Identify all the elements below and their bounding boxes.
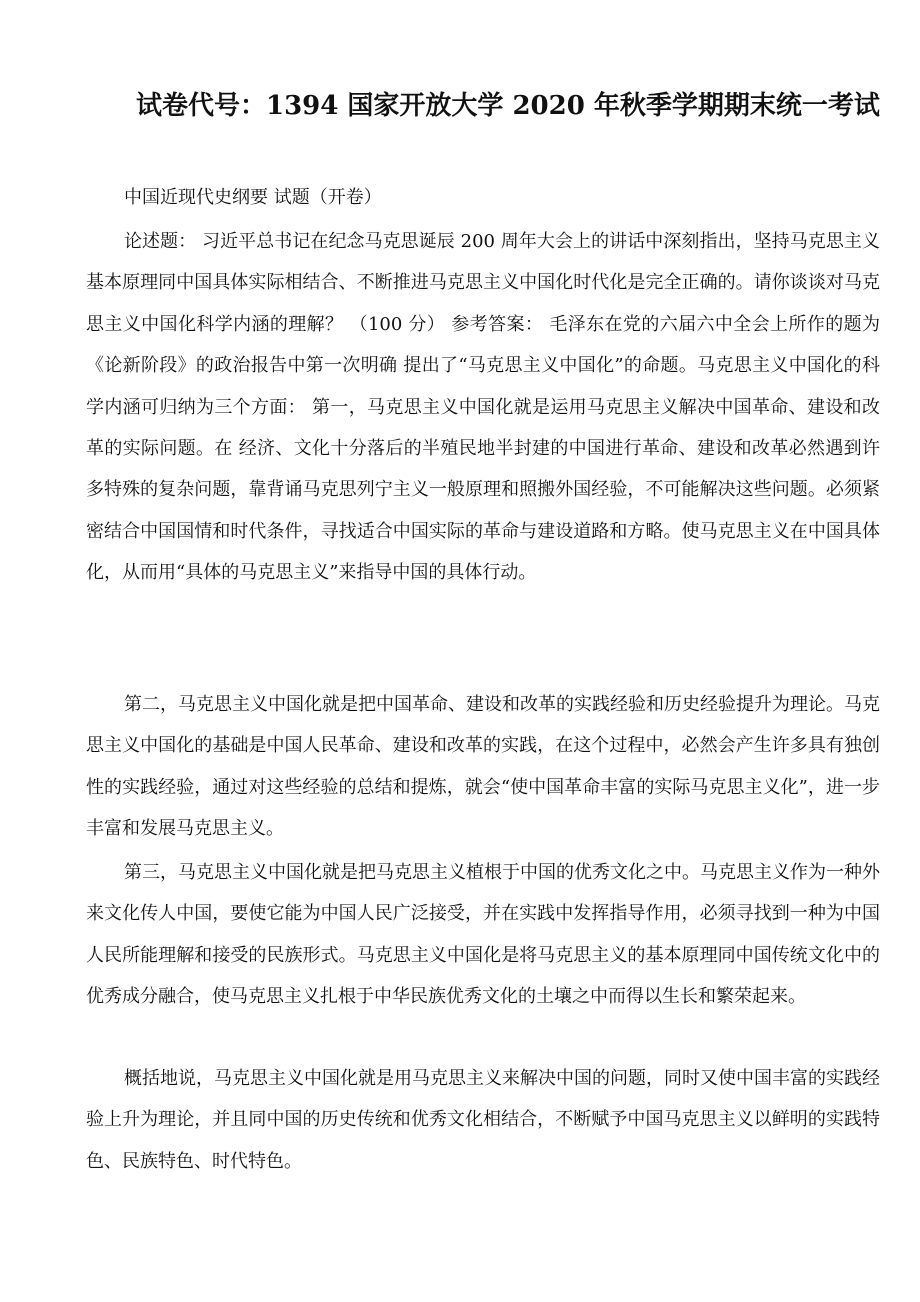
exam-subtitle: 中国近现代史纲要 试题（开卷） (124, 187, 382, 208)
summary-paragraph: 概括地说，马克思主义中国化就是用马克思主义来解决中国的问题，同时又使中国丰富的实践经验上升为理论，并且同中国的历史传统和优秀文化相结合，不断赋予中国马克思主义以鲜明的实践特色、民族特色、时代特色。 (86, 1068, 880, 1172)
essay-question-and-answer-paragraph: 论述题： 习近平总书记在纪念马克思诞辰 200 周年大会上的讲话中深刻指出，坚持马克思主义基本原理同中国具体实际相结合、不断推进马克思主义中国化时代化是完全正确的。请你谈谈对马克思主义中国化科学内涵的理解？ （100 分） 参考答案： 毛泽东在党的六届六中全会上所作的题为《论新阶段》的政治报告中第一次明确 提出了“马克思主义中国化”的命题。马克思主义中国化的科学内涵可归纳为三个方面： 第一，马克思主义中国化就是运用马克思主义解决中国革命、建设和改革的实际问题。在 经济、文化十分落后的半殖民地半封建的中国进行革命、建设和改革必然遇到许多特殊的复杂问题，靠背诵马克思列宁主义一般原理和照搬外国经验，不可能解决这些问题。必须紧密结合中国国情和时代条件，寻找适合中国实际的革命与建设道路和方略。使马克思主义在中国具体化，从而用“具体的马克思主义”来指导中国的具体行动。 (86, 231, 880, 584)
exam-title: 试卷代号：1394 国家开放大学 2020 年秋季学期期末统一考试 (136, 91, 880, 121)
second-point-paragraph: 第二，马克思主义中国化就是把中国革命、建设和改革的实践经验和历史经验提升为理论。马克思主义中国化的基础是中国人民革命、建设和改革的实践，在这个过程中，必然会产生许多具有独创性的实践经验，通过对这些经验的总结和提炼，就会“使中国革命丰富的实际马克思主义化”，进一步丰富和发展马克思主义。 (86, 694, 880, 840)
third-point-paragraph: 第三，马克思主义中国化就是把马克思主义植根于中国的优秀文化之中。马克思主义作为一种外来文化传人中国，要使它能为中国人民广泛接受，并在实践中发挥指导作用，必须寻找到一种为中国人民所能理解和接受的民族形式。马克思主义中国化是将马克思主义的基本原理同中国传统文化中的优秀成分融合，使马克思主义扎根于中华民族优秀文化的土壤之中而得以生长和繁荣起来。 (86, 862, 880, 1008)
